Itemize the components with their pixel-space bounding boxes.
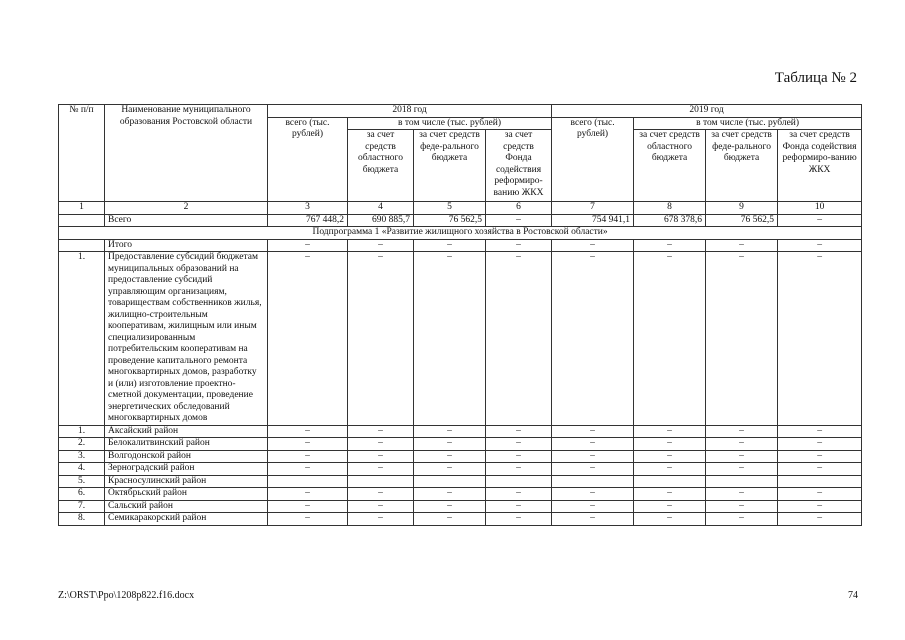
column-number: 4 <box>348 202 414 215</box>
district-value: – <box>552 450 634 463</box>
district-value: – <box>706 463 778 476</box>
district-number: 4. <box>59 463 105 476</box>
header-total-2018: всего (тыс. рублей) <box>268 117 348 202</box>
district-value: – <box>706 513 778 526</box>
header-fund-2018: за счет средств Фонда содействия реформиро-ванию ЖКХ <box>486 130 552 202</box>
district-name: Сальский район <box>105 500 268 513</box>
measure-value: – <box>348 252 414 426</box>
header-year-2019: 2019 год <box>552 105 862 118</box>
header-row-1 <box>59 105 862 118</box>
district-name: Аксайский район <box>105 425 268 438</box>
district-value: – <box>486 500 552 513</box>
district-value: – <box>486 450 552 463</box>
measure-value: – <box>706 252 778 426</box>
district-value: – <box>634 513 706 526</box>
district-value: – <box>634 438 706 451</box>
district-value: – <box>778 450 862 463</box>
district-value: – <box>414 450 486 463</box>
header-federal-2019: за счет средств феде-рального бюджета <box>706 130 778 202</box>
district-value: – <box>268 463 348 476</box>
district-value: – <box>706 438 778 451</box>
district-value: – <box>348 500 414 513</box>
district-value: – <box>486 425 552 438</box>
total-value: – <box>778 214 862 227</box>
district-number: 3. <box>59 450 105 463</box>
file-path: Z:\ORST\Ppo\1208p822.f16.docx <box>58 590 195 601</box>
itogo-value: – <box>348 239 414 252</box>
district-value: – <box>778 438 862 451</box>
total-value: 76 562,5 <box>414 214 486 227</box>
header-regional-2018: за счет средств областного бюджета <box>348 130 414 202</box>
data-table <box>58 104 862 526</box>
district-name: Белокалитвинский район <box>105 438 268 451</box>
itogo-value: – <box>552 239 634 252</box>
district-row <box>59 513 862 526</box>
district-value: – <box>348 488 414 501</box>
itogo-label: Итого <box>105 239 268 252</box>
district-value: – <box>486 488 552 501</box>
district-value <box>706 475 778 488</box>
district-value: – <box>414 488 486 501</box>
district-value: – <box>268 488 348 501</box>
district-value: – <box>414 513 486 526</box>
column-number: 2 <box>105 202 268 215</box>
district-value: – <box>706 425 778 438</box>
empty-cell <box>59 214 105 227</box>
district-value: – <box>552 438 634 451</box>
empty-cell <box>59 239 105 252</box>
district-value: – <box>348 463 414 476</box>
header-total-2019: всего (тыс. рублей) <box>552 117 634 202</box>
district-value: – <box>268 425 348 438</box>
itogo-value: – <box>706 239 778 252</box>
district-value <box>486 475 552 488</box>
measure-row <box>59 252 862 426</box>
header-no: № п/п <box>59 105 105 202</box>
page-title: Таблица № 2 <box>774 70 857 86</box>
column-numbers-row <box>59 202 862 215</box>
district-row <box>59 488 862 501</box>
district-value: – <box>552 488 634 501</box>
district-number: 6. <box>59 488 105 501</box>
measure-label: Предоставление субсидий бюджетам муниципальных образований на предоставление субсидий управляющим организациям, товариществам собственников жилья, жилищно-строительным кооперативам, жилищным или иным специализированным потребительским кооперативам на проведение капитального ремонта многоквартирных домов, разработку и (или) изготовление проектно-сметной документации, проведение энергетических обследований многоквартирных домов <box>105 252 268 426</box>
total-label: Всего <box>105 214 268 227</box>
district-value: – <box>348 513 414 526</box>
district-value: – <box>486 463 552 476</box>
district-name: Волгодонской район <box>105 450 268 463</box>
measure-value: – <box>634 252 706 426</box>
district-value <box>268 475 348 488</box>
district-value: – <box>778 488 862 501</box>
itogo-value: – <box>778 239 862 252</box>
itogo-value: – <box>268 239 348 252</box>
district-value <box>778 475 862 488</box>
total-value: 76 562,5 <box>706 214 778 227</box>
district-value <box>348 475 414 488</box>
district-row <box>59 425 862 438</box>
district-number: 2. <box>59 438 105 451</box>
district-value: – <box>414 463 486 476</box>
district-value: – <box>348 450 414 463</box>
district-number: 8. <box>59 513 105 526</box>
district-name: Семикаракорский район <box>105 513 268 526</box>
column-number: 5 <box>414 202 486 215</box>
header-name: Наименование муниципального образования Ростовской области <box>105 105 268 202</box>
district-value: – <box>268 500 348 513</box>
column-number: 8 <box>634 202 706 215</box>
district-value: – <box>778 425 862 438</box>
header-year-2018: 2018 год <box>268 105 552 118</box>
district-value: – <box>634 488 706 501</box>
total-value: 767 448,2 <box>268 214 348 227</box>
column-number: 1 <box>59 202 105 215</box>
district-name: Зерноградский район <box>105 463 268 476</box>
header-federal-2018: за счет средств феде-рального бюджета <box>414 130 486 202</box>
total-value: 678 378,6 <box>634 214 706 227</box>
district-name: Красносулинский район <box>105 475 268 488</box>
column-number: 3 <box>268 202 348 215</box>
district-value: – <box>552 463 634 476</box>
district-value: – <box>414 438 486 451</box>
district-value: – <box>486 438 552 451</box>
district-value: – <box>778 500 862 513</box>
district-value: – <box>414 425 486 438</box>
district-value: – <box>348 425 414 438</box>
header-including-2019: в том числе (тыс. рублей) <box>634 117 862 130</box>
itogo-value: – <box>414 239 486 252</box>
district-value: – <box>706 450 778 463</box>
district-value: – <box>552 513 634 526</box>
total-value: 690 885,7 <box>348 214 414 227</box>
district-value: – <box>634 463 706 476</box>
district-value <box>414 475 486 488</box>
district-value: – <box>778 513 862 526</box>
subprogram-row <box>59 227 862 240</box>
district-row <box>59 500 862 513</box>
total-value: 754 941,1 <box>552 214 634 227</box>
column-number: 6 <box>486 202 552 215</box>
district-value <box>552 475 634 488</box>
total-row <box>59 214 862 227</box>
district-value: – <box>706 500 778 513</box>
district-value: – <box>778 463 862 476</box>
column-number: 9 <box>706 202 778 215</box>
district-value: – <box>552 425 634 438</box>
district-value: – <box>634 425 706 438</box>
measure-value: – <box>414 252 486 426</box>
district-value: – <box>268 438 348 451</box>
header-regional-2019: за счет средств областного бюджета <box>634 130 706 202</box>
district-number: 7. <box>59 500 105 513</box>
district-value: – <box>486 513 552 526</box>
district-value: – <box>268 513 348 526</box>
district-value: – <box>348 438 414 451</box>
column-number: 10 <box>778 202 862 215</box>
district-value <box>634 475 706 488</box>
district-row <box>59 463 862 476</box>
header-fund-2019: за счет средств Фонда содействия реформиро-ванию ЖКХ <box>778 130 862 202</box>
district-number: 1. <box>59 425 105 438</box>
itogo-row <box>59 239 862 252</box>
district-row <box>59 450 862 463</box>
page-number: 74 <box>848 590 858 601</box>
district-value: – <box>634 500 706 513</box>
measure-value: – <box>268 252 348 426</box>
district-value: – <box>414 500 486 513</box>
subprogram-title: Подпрограмма 1 «Развитие жилищного хозяйства в Ростовской области» <box>59 227 862 240</box>
measure-value: – <box>486 252 552 426</box>
measure-number: 1. <box>59 252 105 426</box>
measure-value: – <box>552 252 634 426</box>
header-including-2018: в том числе (тыс. рублей) <box>348 117 552 130</box>
district-value: – <box>634 450 706 463</box>
district-number: 5. <box>59 475 105 488</box>
itogo-value: – <box>634 239 706 252</box>
measure-value: – <box>778 252 862 426</box>
district-name: Октябрьский район <box>105 488 268 501</box>
district-value: – <box>268 450 348 463</box>
total-value: – <box>486 214 552 227</box>
district-row <box>59 438 862 451</box>
district-value: – <box>552 500 634 513</box>
itogo-value: – <box>486 239 552 252</box>
district-value: – <box>706 488 778 501</box>
column-number: 7 <box>552 202 634 215</box>
district-row <box>59 475 862 488</box>
